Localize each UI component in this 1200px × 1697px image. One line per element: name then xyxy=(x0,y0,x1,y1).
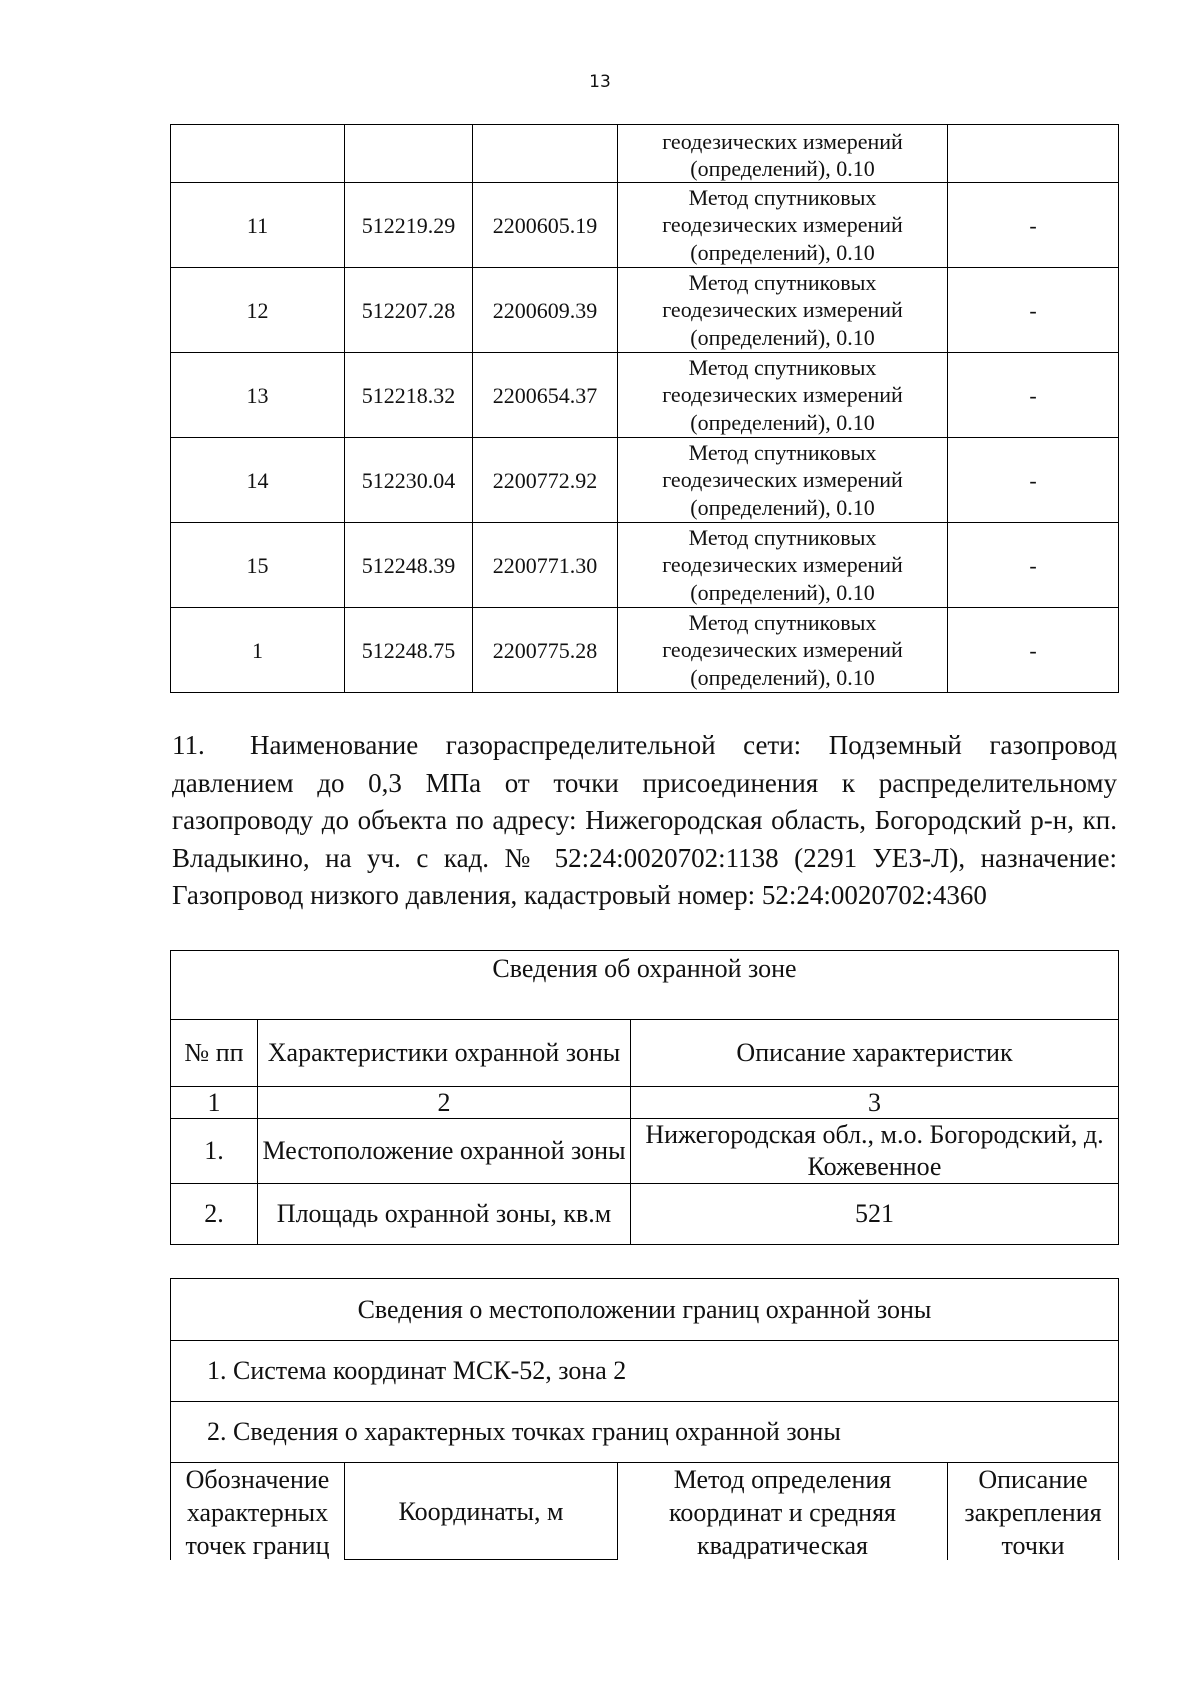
table-row xyxy=(171,438,1119,523)
zone-boundaries-table xyxy=(170,1278,1119,1560)
table-row xyxy=(171,268,1119,353)
table-row xyxy=(171,353,1119,438)
points-section-title: 2. Сведения о характерных точках границ охранной зоны xyxy=(171,1402,1119,1463)
characteristic-value: Нижегородская обл., м.о. Богородский, д. Кожевенное xyxy=(631,1119,1119,1184)
point-cell: 11 xyxy=(171,183,345,268)
method-cell: Метод спутниковых геодезических измерений (определений), 0.10 xyxy=(618,353,948,438)
column-header-text: Описание закрепления точки xyxy=(964,1465,1102,1559)
method-cell: геодезических измерений (определений), 0.10 xyxy=(618,125,948,183)
coordinate-system: 1. Система координат МСК-52, зона 2 xyxy=(171,1341,1119,1402)
point-cell xyxy=(171,125,345,183)
method-cell: Метод спутниковых геодезических измерений (определений), 0.10 xyxy=(618,608,948,693)
page-number: 13 xyxy=(589,72,611,92)
desc-cell: - xyxy=(948,523,1119,608)
point-cell: 13 xyxy=(171,353,345,438)
point-cell: 1 xyxy=(171,608,345,693)
x-cell: 512207.28 xyxy=(345,268,473,353)
table-row xyxy=(171,608,1119,693)
point-cell: 12 xyxy=(171,268,345,353)
row-number: 2. xyxy=(171,1184,258,1245)
desc-cell: - xyxy=(948,183,1119,268)
characteristic-name: Местоположение охранной зоны xyxy=(258,1119,631,1184)
protection-zone-table xyxy=(170,950,1119,1245)
column-header: Координаты, м xyxy=(345,1463,618,1560)
x-cell: 512248.75 xyxy=(345,608,473,693)
column-header: № пп xyxy=(171,1020,258,1087)
table-row xyxy=(171,1119,1119,1184)
section-paragraph xyxy=(172,727,1117,915)
desc-cell: - xyxy=(948,438,1119,523)
column-header: Описание характеристик xyxy=(631,1020,1119,1087)
y-cell xyxy=(473,125,618,183)
table-row xyxy=(171,125,1119,183)
desc-cell: - xyxy=(948,268,1119,353)
zone-table-title: Сведения об охранной зоне xyxy=(171,951,1119,1020)
method-cell: Метод спутниковых геодезических измерений (определений), 0.10 xyxy=(618,523,948,608)
point-cell: 15 xyxy=(171,523,345,608)
column-header xyxy=(948,1463,1119,1560)
desc-cell xyxy=(948,125,1119,183)
table-row xyxy=(171,183,1119,268)
column-header xyxy=(171,1463,345,1560)
point-cell: 14 xyxy=(171,438,345,523)
desc-cell: - xyxy=(948,608,1119,693)
column-number: 2 xyxy=(258,1087,631,1119)
y-cell: 2200771.30 xyxy=(473,523,618,608)
section-number: 11. xyxy=(172,730,205,760)
table-row xyxy=(171,523,1119,608)
desc-cell: - xyxy=(948,353,1119,438)
y-cell: 2200772.92 xyxy=(473,438,618,523)
boundaries-table-title: Сведения о местоположении границ охранной зоны xyxy=(171,1279,1119,1341)
x-cell: 512248.39 xyxy=(345,523,473,608)
method-cell: Метод спутниковых геодезических измерений (определений), 0.10 xyxy=(618,438,948,523)
column-header: Характеристики охранной зоны xyxy=(258,1020,631,1087)
section-text: Наименование газораспределительной сети: Подземный газопровод давлением до 0,3 МПа от точки присоединения к распределительному газопроводу до объекта по адресу: Нижегородская область, Богородский р-н, кп. Владыкино, на уч. с кад. № 52:24:0020702:1138 (2291 УЕЗ-Л), назначение: Газопровод низкого давления, кадастровый номер: 52:24:0020702:4360 xyxy=(172,730,1117,910)
row-number: 1. xyxy=(171,1119,258,1184)
characteristic-value: 521 xyxy=(631,1184,1119,1245)
x-cell: 512218.32 xyxy=(345,353,473,438)
column-header-text: Метод определения координат и средняя квадратическая xyxy=(669,1465,896,1559)
coordinates-table xyxy=(170,124,1119,693)
column-number: 1 xyxy=(171,1087,258,1119)
y-cell: 2200775.28 xyxy=(473,608,618,693)
column-header xyxy=(618,1463,948,1560)
x-cell xyxy=(345,125,473,183)
table-row xyxy=(171,1184,1119,1245)
y-cell: 2200605.19 xyxy=(473,183,618,268)
x-cell: 512230.04 xyxy=(345,438,473,523)
x-cell: 512219.29 xyxy=(345,183,473,268)
method-cell: Метод спутниковых геодезических измерений (определений), 0.10 xyxy=(618,268,948,353)
method-cell: Метод спутниковых геодезических измерений (определений), 0.10 xyxy=(618,183,948,268)
y-cell: 2200609.39 xyxy=(473,268,618,353)
y-cell: 2200654.37 xyxy=(473,353,618,438)
column-header-text: Обозначение характерных точек границ xyxy=(185,1465,330,1559)
characteristic-name: Площадь охранной зоны, кв.м xyxy=(258,1184,631,1245)
column-number: 3 xyxy=(631,1087,1119,1119)
